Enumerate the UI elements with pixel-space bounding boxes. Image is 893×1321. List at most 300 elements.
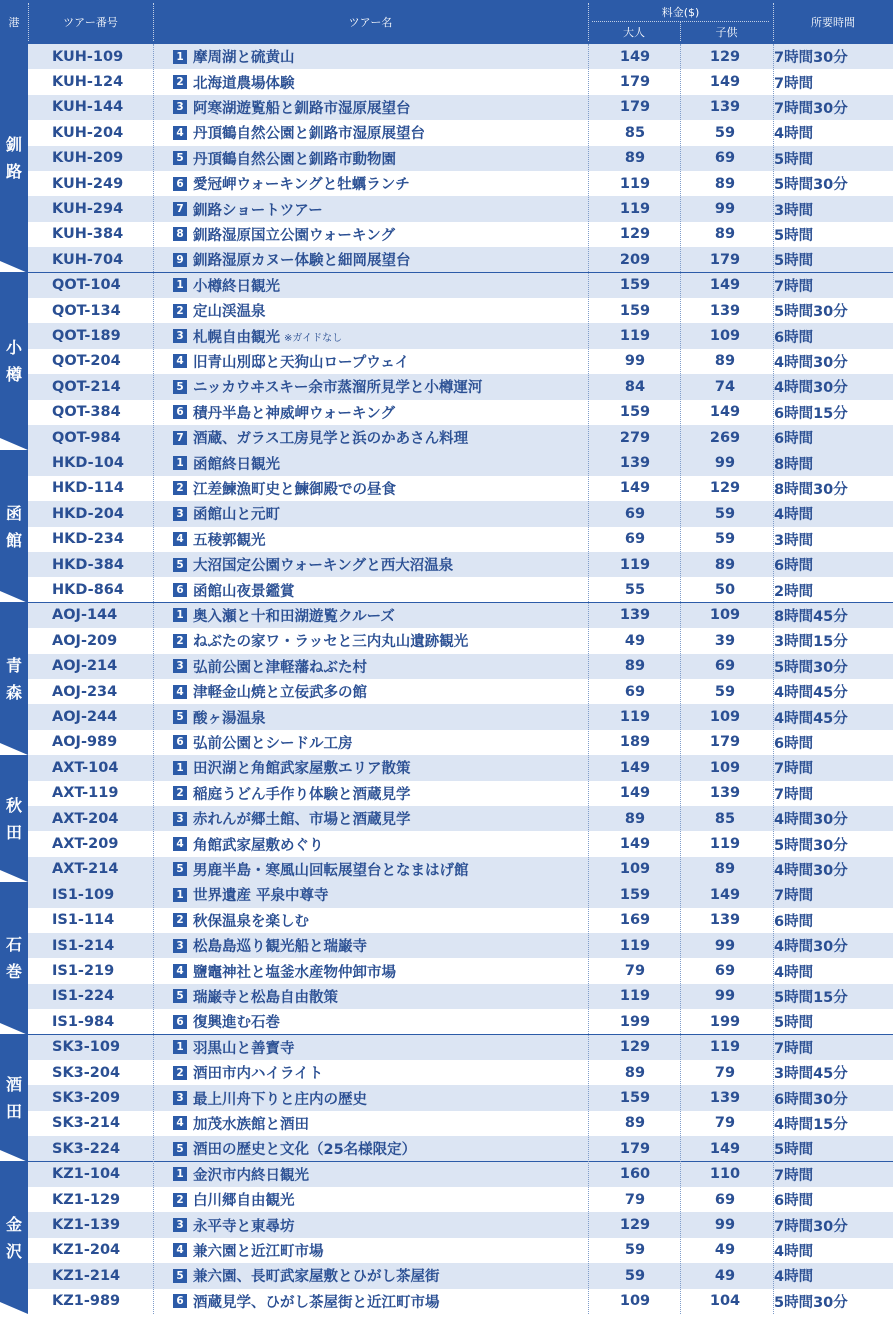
- tour-name-cell: [173, 908, 583, 933]
- price-child: 139: [709, 785, 741, 802]
- price-child: 89: [714, 175, 736, 192]
- tour-number-badge: 6: [173, 1294, 187, 1308]
- duration: 5時間: [774, 1142, 814, 1159]
- price-child: 74: [714, 378, 736, 395]
- price-adult: 149: [619, 759, 651, 776]
- tour-number-badge: 4: [173, 837, 187, 851]
- tour-name-cell: [173, 69, 583, 94]
- tour-name-cell: [173, 755, 583, 780]
- table-row: [28, 1035, 893, 1060]
- tour-name-cell: [173, 552, 583, 577]
- port-corner-decoration: [0, 261, 28, 273]
- tour-number-badge: 3: [173, 100, 187, 114]
- tour-name: 加茂水族館と酒田: [193, 1116, 309, 1133]
- price-child: 149: [709, 404, 741, 421]
- price-child: 39: [714, 632, 736, 649]
- tour-code: HKD-104: [52, 455, 124, 472]
- duration: 6時間: [774, 1193, 814, 1210]
- price-child: 109: [709, 607, 741, 624]
- price-adult: 49: [624, 632, 646, 649]
- tour-code: KUH-294: [52, 201, 124, 218]
- tour-name: 復興進む石巻: [193, 1015, 280, 1032]
- price-child: 109: [709, 328, 741, 345]
- tour-name-cell: [173, 1263, 583, 1288]
- tour-number-badge: 3: [173, 507, 187, 521]
- duration: 8時間45分: [774, 608, 848, 625]
- price-adult: 209: [619, 251, 651, 268]
- tour-number-badge: 5: [173, 862, 187, 876]
- duration: 4時間: [774, 507, 814, 524]
- tour-code: AXT-104: [52, 759, 119, 776]
- table-row: [28, 577, 893, 602]
- tour-name-cell: [173, 984, 583, 1009]
- tour-code: AXT-119: [52, 785, 119, 802]
- tour-number-badge: 6: [173, 735, 187, 749]
- tour-code: KUH-384: [52, 226, 124, 243]
- port-label: [0, 44, 28, 273]
- price-adult: 159: [619, 302, 651, 319]
- price-child: 69: [714, 1191, 736, 1208]
- tour-number-badge: 2: [173, 786, 187, 800]
- price-child: 139: [709, 99, 741, 116]
- tour-code: KUH-209: [52, 150, 124, 167]
- duration: 5時間30分: [774, 659, 848, 676]
- tour-name-cell: [173, 1136, 583, 1161]
- tour-name: 定山渓温泉: [193, 304, 266, 321]
- duration: 6時間: [774, 735, 814, 752]
- tour-name: 最上川舟下りと庄内の歴史: [193, 1091, 367, 1108]
- tour-code: QOT-104: [52, 277, 121, 294]
- port-corner-decoration: [0, 591, 28, 603]
- price-child: 139: [709, 912, 741, 929]
- duration: 6時間: [774, 329, 814, 346]
- tour-number-badge: 4: [173, 685, 187, 699]
- price-adult: 199: [619, 1013, 651, 1030]
- tour-number-badge: 5: [173, 151, 187, 165]
- table-row: [28, 1212, 893, 1237]
- duration: 4時間30分: [774, 939, 848, 956]
- duration: 5時間: [774, 151, 814, 168]
- port-name: 石 巻: [5, 935, 22, 982]
- tour-name-cell: [173, 704, 583, 729]
- price-adult: 139: [619, 455, 651, 472]
- duration: 7時間: [774, 761, 814, 778]
- duration: 4時間: [774, 964, 814, 981]
- table-row: [28, 704, 893, 729]
- tour-code: QOT-189: [52, 328, 121, 345]
- price-adult: 129: [619, 1217, 651, 1234]
- duration: 5時間: [774, 227, 814, 244]
- port-label: [0, 1162, 28, 1314]
- price-child: 99: [714, 988, 736, 1005]
- column-divider: [773, 44, 774, 1314]
- tour-code: KZ1-104: [52, 1166, 121, 1183]
- price-adult: 179: [619, 1140, 651, 1157]
- tour-name-cell: [173, 527, 583, 552]
- price-child: 109: [709, 709, 741, 726]
- price-adult: 149: [619, 836, 651, 853]
- tour-name-cell: [173, 171, 583, 196]
- table-row: [28, 171, 893, 196]
- tour-number-badge: 1: [173, 278, 187, 292]
- tour-number-badge: 4: [173, 354, 187, 368]
- duration: 7時間30分: [774, 100, 848, 117]
- tour-code: AOJ-214: [52, 658, 118, 675]
- duration: 4時間30分: [774, 812, 848, 829]
- price-adult: 279: [619, 429, 651, 446]
- price-child: 269: [709, 429, 741, 446]
- tour-name: 阿寒湖遊覧船と釧路市湿原展望台: [193, 100, 411, 117]
- tour-code: SK3-109: [52, 1039, 121, 1056]
- table-row: [28, 781, 893, 806]
- table-row: [28, 628, 893, 653]
- tour-code: QOT-984: [52, 429, 121, 446]
- table-row: [28, 323, 893, 348]
- tour-name: 江差鰊漁町史と鰊御殿での昼食: [193, 481, 396, 498]
- tour-name: 釧路ショートツアー: [193, 202, 323, 219]
- tour-number-badge: 5: [173, 380, 187, 394]
- duration: 7時間: [774, 888, 814, 905]
- tour-code: KZ1-989: [52, 1293, 121, 1310]
- price-adult: 69: [624, 531, 646, 548]
- tour-number-badge: 2: [173, 481, 187, 495]
- tour-name-cell: [173, 374, 583, 399]
- table-row: [28, 501, 893, 526]
- column-divider: [680, 44, 681, 1314]
- port-label: [0, 755, 28, 882]
- duration: 3時間: [774, 532, 814, 549]
- price-child: 99: [714, 455, 736, 472]
- price-child: 59: [714, 531, 736, 548]
- tour-name-cell: [173, 146, 583, 171]
- port-corner-decoration: [0, 743, 28, 755]
- tour-name: 酸ヶ湯温泉: [193, 710, 266, 727]
- port-label: [0, 1035, 28, 1162]
- tour-code: HKD-864: [52, 582, 124, 599]
- tour-name: 函館山夜景鑑賞: [193, 583, 295, 600]
- tour-number-badge: 2: [173, 304, 187, 318]
- price-adult: 149: [619, 48, 651, 65]
- header-port: 港: [8, 16, 20, 29]
- duration: 6時間: [774, 913, 814, 930]
- price-adult: 179: [619, 74, 651, 91]
- duration: 6時間: [774, 558, 814, 575]
- tour-code: HKD-114: [52, 480, 124, 497]
- header-price: 料金($): [661, 6, 700, 19]
- table-row: [28, 1187, 893, 1212]
- tour-name: 丹頂鶴自然公園と釧路市湿原展望台: [193, 126, 425, 143]
- port-label: [0, 882, 28, 1034]
- tour-name: 酒蔵見学、ひがし茶屋街と近江町市場: [193, 1294, 440, 1311]
- tour-number-badge: 2: [173, 634, 187, 648]
- price-adult: 109: [619, 861, 651, 878]
- tour-name: ニッカウヰスキー余市蒸溜所見学と小樽運河: [193, 380, 483, 397]
- price-child: 69: [714, 963, 736, 980]
- price-child: 129: [709, 480, 741, 497]
- tour-number-badge: 4: [173, 532, 187, 546]
- tour-code: IS1-114: [52, 912, 115, 929]
- price-adult: 89: [624, 810, 646, 827]
- price-adult: 149: [619, 785, 651, 802]
- price-adult: 119: [619, 328, 651, 345]
- price-child: 139: [709, 1090, 741, 1107]
- header-adult: 大人: [623, 26, 645, 39]
- price-child: 49: [714, 1267, 736, 1284]
- tour-number-badge: 7: [173, 202, 187, 216]
- tour-name-cell: [173, 654, 583, 679]
- tour-number-badge: 4: [173, 1116, 187, 1130]
- price-child: 119: [709, 1039, 741, 1056]
- tour-number-badge: 1: [173, 50, 187, 64]
- table-row: [28, 654, 893, 679]
- tour-name: 角館武家屋敷めぐり: [193, 837, 324, 854]
- tour-name-cell: [173, 476, 583, 501]
- tour-code: KUH-704: [52, 251, 124, 268]
- tour-code: SK3-214: [52, 1115, 121, 1132]
- price-child: 99: [714, 201, 736, 218]
- tour-name: 奥入瀬と十和田湖遊覧クルーズ: [193, 608, 395, 625]
- price-child: 89: [714, 556, 736, 573]
- price-child: 50: [714, 582, 736, 599]
- duration: 3時間15分: [774, 634, 848, 651]
- port-corner-decoration: [0, 870, 28, 882]
- table-row: [28, 831, 893, 856]
- port-label: [0, 603, 28, 755]
- tour-number-badge: 4: [173, 126, 187, 140]
- price-adult: 179: [619, 99, 651, 116]
- tour-name-cell: [173, 1212, 583, 1237]
- tour-name: 丹頂鶴自然公園と釧路市動物園: [193, 151, 396, 168]
- tour-number-badge: 9: [173, 253, 187, 267]
- tour-name-cell: [173, 1085, 583, 1110]
- tour-name: 田沢湖と角館武家屋敷エリア散策: [193, 761, 411, 778]
- table-row: [28, 1289, 893, 1314]
- port-name: 小 樽: [5, 338, 22, 385]
- price-adult: 59: [624, 1267, 646, 1284]
- tour-name: 旧青山別邸と天狗山ロープウェイ: [193, 354, 410, 371]
- table-row: [28, 1111, 893, 1136]
- tour-code: KUH-144: [52, 99, 124, 116]
- tour-name-cell: [173, 1111, 583, 1136]
- price-adult: 84: [624, 378, 646, 395]
- tour-name-cell: [173, 603, 583, 628]
- price-child: 110: [709, 1166, 741, 1183]
- tour-name-cell: [173, 44, 583, 69]
- tour-number-badge: 6: [173, 177, 187, 191]
- port-name: 酒 田: [5, 1075, 22, 1122]
- tour-number-badge: 5: [173, 558, 187, 572]
- price-adult: 89: [624, 150, 646, 167]
- duration: 7時間30分: [774, 1218, 848, 1235]
- tour-number-badge: 2: [173, 1066, 187, 1080]
- table-row: [28, 222, 893, 247]
- tour-number-badge: 5: [173, 989, 187, 1003]
- tour-code: KUH-204: [52, 124, 124, 141]
- price-adult: 59: [624, 1242, 646, 1259]
- price-child: 69: [714, 150, 736, 167]
- header-duration: 所要時間: [811, 16, 855, 29]
- table-row: [28, 450, 893, 475]
- tour-number-badge: 1: [173, 608, 187, 622]
- tour-number-badge: 6: [173, 1015, 187, 1029]
- table-row: [28, 552, 893, 577]
- table-row: [28, 247, 893, 272]
- port-name: 秋 田: [5, 795, 22, 842]
- duration: 4時間30分: [774, 862, 848, 879]
- tour-code: KZ1-204: [52, 1242, 121, 1259]
- tour-number-badge: 5: [173, 1269, 187, 1283]
- table-row: [28, 425, 893, 450]
- price-adult: 119: [619, 175, 651, 192]
- tour-name: 松島島巡り観光船と瑞巌寺: [193, 939, 367, 956]
- table-row: [28, 298, 893, 323]
- tour-name-cell: [173, 1035, 583, 1060]
- table-header: [0, 0, 893, 44]
- tour-number-badge: 8: [173, 227, 187, 241]
- tour-name: 積丹半島と神威岬ウォーキング: [193, 405, 395, 422]
- price-child: 104: [709, 1293, 741, 1310]
- price-adult: 99: [624, 353, 646, 370]
- price-child: 69: [714, 658, 736, 675]
- table-row: [28, 95, 893, 120]
- tour-number-badge: 1: [173, 1040, 187, 1054]
- tour-code: KUH-109: [52, 48, 124, 65]
- price-child: 85: [714, 810, 736, 827]
- tour-name: 札幌自由観光: [193, 329, 280, 346]
- table-row: [28, 679, 893, 704]
- tour-number-badge: 4: [173, 964, 187, 978]
- duration: 7時間: [774, 75, 814, 92]
- tour-number-badge: 6: [173, 405, 187, 419]
- duration: 4時間15分: [774, 1116, 848, 1133]
- tour-name: 津軽金山焼と立佞武多の館: [193, 685, 367, 702]
- tour-code: AXT-209: [52, 836, 119, 853]
- price-adult: 129: [619, 1039, 651, 1056]
- price-child: 89: [714, 353, 736, 370]
- table-row: [28, 1085, 893, 1110]
- price-child: 179: [709, 251, 741, 268]
- port-name: 金 沢: [5, 1214, 22, 1261]
- tour-number-badge: 5: [173, 710, 187, 724]
- tour-note: ※ガイドなし: [284, 332, 343, 344]
- price-child: 99: [714, 1217, 736, 1234]
- price-child: 129: [709, 48, 741, 65]
- duration: 4時間45分: [774, 710, 848, 727]
- tour-name-cell: [173, 1187, 583, 1212]
- tour-name: 函館終日観光: [193, 456, 280, 473]
- table-row: [28, 1263, 893, 1288]
- port-corner-decoration: [0, 1023, 28, 1035]
- price-child: 99: [714, 937, 736, 954]
- port-name: 釧 路: [5, 135, 22, 182]
- tour-name-cell: [173, 1060, 583, 1085]
- table-row: [28, 730, 893, 755]
- tour-name: 羽黒山と善寳寺: [193, 1040, 295, 1057]
- price-child: 49: [714, 1242, 736, 1259]
- tour-name: 小樽終日観光: [193, 278, 280, 295]
- table-row: [28, 882, 893, 907]
- tour-name: 弘前公園と津軽藩ねぶた村: [193, 659, 367, 676]
- duration: 6時間30分: [774, 1091, 848, 1108]
- tour-name-cell: [173, 857, 583, 882]
- tour-number-badge: 2: [173, 75, 187, 89]
- tour-number-badge: 5: [173, 1142, 187, 1156]
- tour-name-cell: [173, 628, 583, 653]
- duration: 4時間30分: [774, 380, 848, 397]
- column-divider: [153, 44, 154, 1314]
- tour-code: IS1-219: [52, 963, 115, 980]
- price-child: 139: [709, 302, 741, 319]
- tour-code: AXT-204: [52, 810, 119, 827]
- port-corner-decoration: [0, 438, 28, 450]
- duration: 8時間30分: [774, 481, 848, 498]
- duration: 5時間30分: [774, 837, 848, 854]
- tour-name-cell: [173, 400, 583, 425]
- tour-name: 大沼国定公園ウォーキングと西大沼温泉: [193, 558, 454, 575]
- price-adult: 79: [624, 1191, 646, 1208]
- table-row: [28, 1136, 893, 1161]
- tour-name-cell: [173, 806, 583, 831]
- port-label: [0, 450, 28, 602]
- tour-name: 函館山と元町: [193, 507, 280, 524]
- tour-name-cell: [173, 1289, 583, 1314]
- tour-number-badge: 1: [173, 888, 187, 902]
- tour-code: AOJ-144: [52, 607, 118, 624]
- tour-name-cell: [173, 349, 583, 374]
- tour-code: SK3-224: [52, 1140, 121, 1157]
- price-adult: 139: [619, 607, 651, 624]
- tour-code: QOT-204: [52, 353, 121, 370]
- table-row: [28, 349, 893, 374]
- price-child: 179: [709, 734, 741, 751]
- duration: 5時間: [774, 253, 814, 270]
- price-adult: 69: [624, 505, 646, 522]
- duration: 8時間: [774, 456, 814, 473]
- duration: 5時間15分: [774, 989, 848, 1006]
- tour-name-cell: [173, 222, 583, 247]
- port-label: [0, 273, 28, 451]
- tour-code: AOJ-209: [52, 632, 118, 649]
- tour-code: IS1-109: [52, 886, 115, 903]
- tour-number-badge: 1: [173, 456, 187, 470]
- price-adult: 159: [619, 886, 651, 903]
- table-row: [28, 1009, 893, 1034]
- tour-code: IS1-984: [52, 1013, 115, 1030]
- tour-code: QOT-214: [52, 378, 121, 395]
- price-adult: 119: [619, 556, 651, 573]
- tour-name: 稲庭うどん手作り体験と酒蔵見学: [193, 786, 411, 803]
- tour-name: 瑞巌寺と松島自由散策: [193, 989, 338, 1006]
- tour-number-badge: 3: [173, 1091, 187, 1105]
- price-child: 199: [709, 1013, 741, 1030]
- tour-code: KZ1-129: [52, 1191, 121, 1208]
- price-adult: 85: [624, 124, 646, 141]
- price-child: 59: [714, 124, 736, 141]
- price-adult: 119: [619, 709, 651, 726]
- price-child: 149: [709, 1140, 741, 1157]
- duration: 5時間30分: [774, 1294, 848, 1311]
- table-row: [28, 908, 893, 933]
- tour-name-cell: [173, 730, 583, 755]
- price-adult: 129: [619, 226, 651, 243]
- tour-name-cell: [173, 273, 583, 298]
- column-divider: [588, 44, 589, 1314]
- tour-code: QOT-384: [52, 404, 121, 421]
- tour-code: IS1-214: [52, 937, 115, 954]
- price-child: 149: [709, 74, 741, 91]
- duration: 6時間: [774, 431, 814, 448]
- tour-name: 秋保温泉を楽しむ: [193, 913, 309, 930]
